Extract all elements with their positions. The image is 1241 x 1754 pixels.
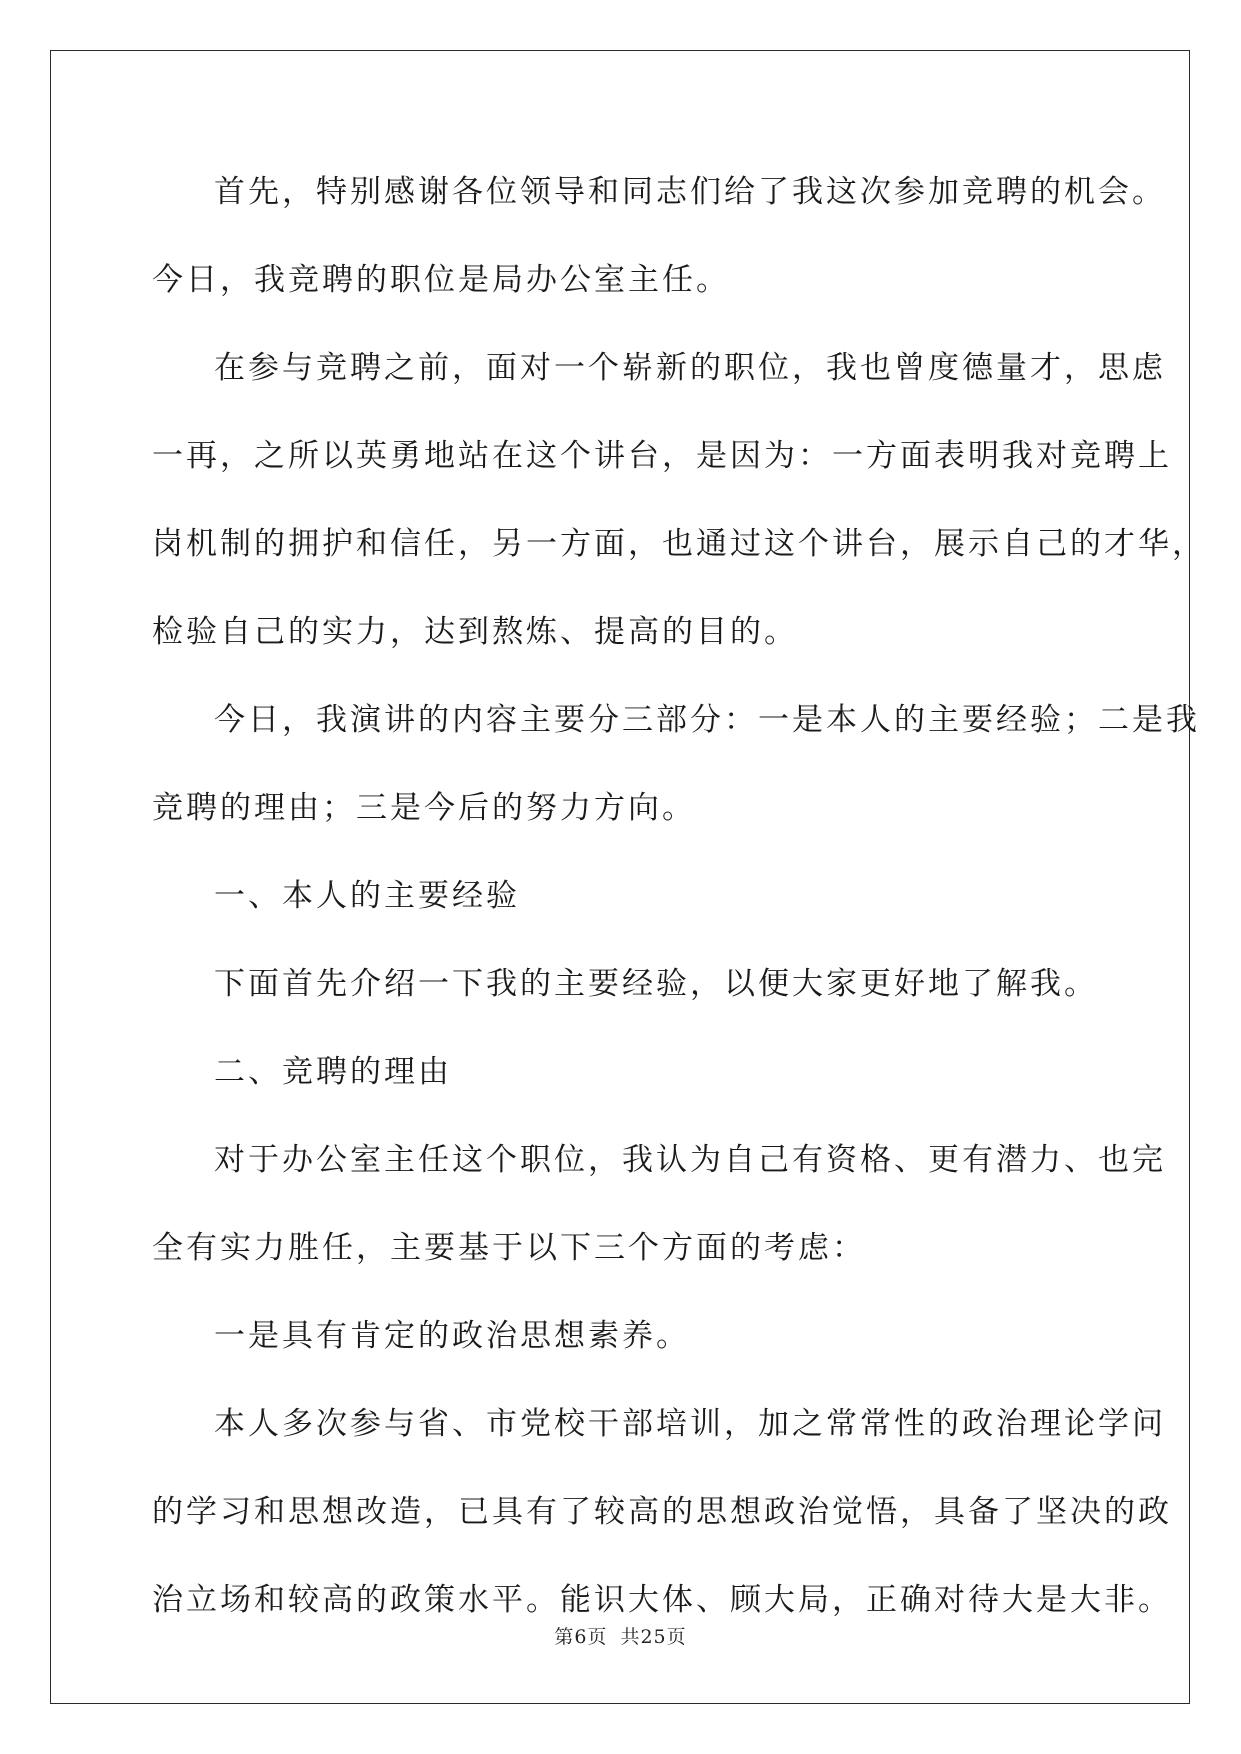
- paragraph: [152, 1380, 1172, 1644]
- paragraph: [152, 148, 1166, 324]
- paragraph: [152, 1292, 1098, 1380]
- text-line: 二、竞聘的理由: [214, 1054, 452, 1090]
- paragraph: [152, 1116, 1166, 1292]
- section-heading: [152, 1028, 1098, 1116]
- text-line: 一再，之所以英勇地站在这个讲台，是因为：一方面表明我对竞聘上: [152, 438, 1172, 474]
- paragraph: [152, 324, 1206, 676]
- text-line: 今日，我演讲的内容主要分三部分：一是本人的主要经验；二是我: [214, 702, 1200, 738]
- text-line: 检验自己的实力，达到熬炼、提高的目的。: [152, 614, 798, 650]
- paragraph: [152, 676, 1200, 852]
- paragraph: [152, 940, 1098, 1028]
- document-body: [152, 148, 1206, 1644]
- page-footer: [0, 1622, 1241, 1649]
- text-line: 治立场和较高的政策水平。能识大体、顾大局，正确对待大是大非。: [152, 1582, 1172, 1618]
- section-heading: [152, 852, 1098, 940]
- text-line: 岗机制的拥护和信任，另一方面，也通过这个讲台，展示自己的才华，: [152, 526, 1206, 562]
- text-line: 本人多次参与省、市党校干部培训，加之常常性的政治理论学问: [214, 1406, 1166, 1442]
- text-line: 下面首先介绍一下我的主要经验，以便大家更好地了解我。: [214, 966, 1098, 1002]
- text-line: 一、本人的主要经验: [214, 878, 520, 914]
- page-total: 共25页: [620, 1626, 687, 1648]
- text-line: 的学习和思想改造，已具有了较高的思想政治觉悟，具备了坚决的政: [152, 1494, 1172, 1530]
- text-line: 首先，特别感谢各位领导和同志们给了我这次参加竞聘的机会。: [214, 174, 1166, 210]
- text-line: 全有实力胜任，主要基于以下三个方面的考虑：: [152, 1230, 866, 1266]
- text-line: 在参与竞聘之前，面对一个崭新的职位，我也曾度德量才，思虑: [214, 350, 1166, 386]
- text-line: 一是具有肯定的政治思想素养。: [214, 1318, 690, 1354]
- text-line: 今日，我竞聘的职位是局办公室主任。: [152, 262, 730, 298]
- text-line: 竞聘的理由；三是今后的努力方向。: [152, 790, 696, 826]
- page-number: 第6页: [554, 1626, 608, 1648]
- text-line: 对于办公室主任这个职位，我认为自己有资格、更有潜力、也完: [214, 1142, 1166, 1178]
